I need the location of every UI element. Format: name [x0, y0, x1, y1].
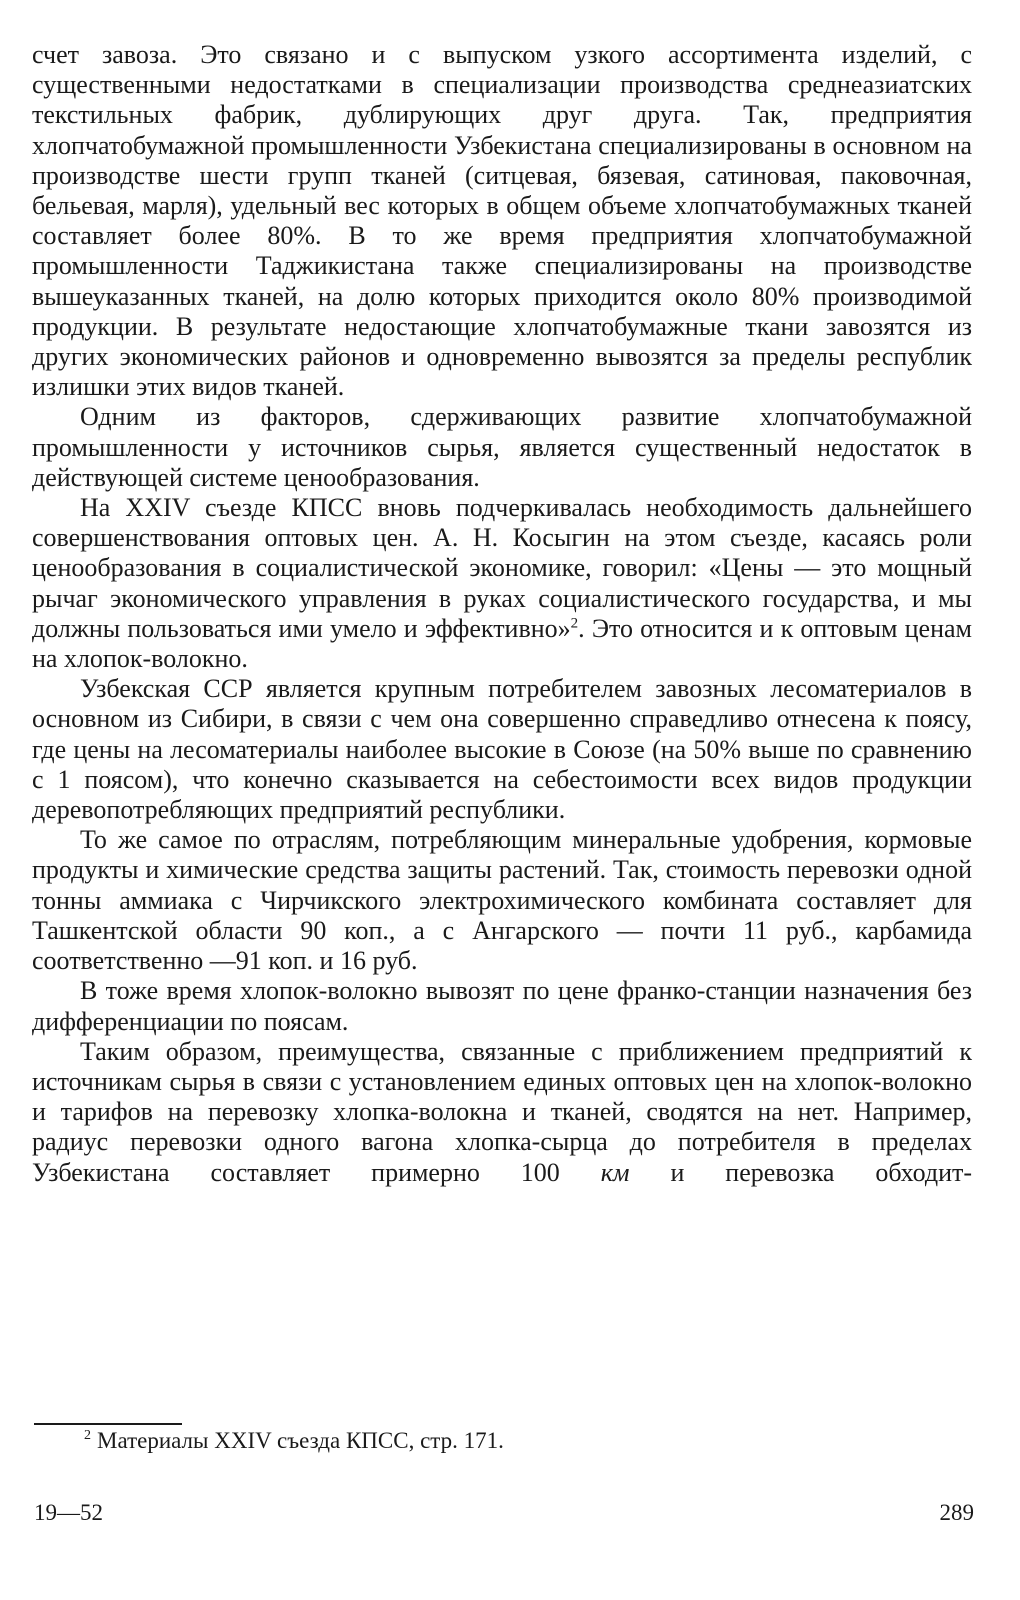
unit-km: км — [600, 1157, 630, 1187]
paragraph-1: счет завоза. Это связано и с выпуском узкого ассортимента изделий, с существенными недостатками в специализации производства среднеазиатских текстильных фабрик, дублирующих друг друга. Так, предприятия хлопчатобумажной промышленности Узбекистана специализированы в основном на производстве шести групп тканей (ситцевая, бязевая, сатиновая, паковочная, бельевая, марля), удельный вес которых в общем объеме хлопчатобумажных тканей составляет более 80%. В то же время предприятия хлопчатобумажной промышленности Таджикистана также специализированы на производстве вышеуказанных тканей, на долю которых приходится около 80% производимой продукции. В результате недостающие хлопчатобумажные ткани завозятся из других экономических районов и одновременно вывозятся за пределы республик излишки этих видов тканей. — [32, 40, 972, 402]
paragraph-4: Узбекская ССР является крупным потребителем завозных лесоматериалов в основном из Сибири, в связи с чем она совершенно справедливо отнесена к поясу, где цены на лесоматериалы наиболее высокие в Союзе (на 50% выше по сравнению с 1 поясом), что конечно сказывается на себестоимости всех видов продукции деревопотребляющих предприятий республики. — [32, 674, 972, 825]
body-text — [32, 40, 972, 1188]
paragraph-5: То же самое по отраслям, потребляющим минеральные удобрения, кормовые продукты и химические средства защиты растений. Так, стоимость перевозки одной тонны аммиака с Чирчикского электрохимического комбината составляет для Ташкентской области 90 коп., а с Ангарского — почти 11 руб., карбамида соответственно —91 коп. и 16 руб. — [32, 825, 972, 976]
page-number: 289 — [939, 1500, 974, 1525]
paragraph-7 — [32, 1037, 972, 1188]
paragraph-3-tail: . Это относится и к оптовым ценам на хлопок-волокно. — [32, 613, 973, 674]
footnote-divider — [34, 1423, 182, 1425]
footnote-mark: 2 — [84, 1428, 91, 1444]
paragraph-7-tail: и перевозка обходит- — [670, 1157, 973, 1187]
footnote-reference: 2 — [570, 615, 579, 632]
printer-signature: 19—52 — [34, 1500, 103, 1525]
footnote-text: Материалы XXIV съезда КПСС, стр. 171. — [97, 1428, 504, 1453]
paragraph-7-text: Таким образом, преимущества, связанные с приближением предприятий к источникам сырья в связи с установлением единых оптовых цен на хлопок-волокно и тарифов на перевозку хлопка-волокна и тканей, сводятся на нет. Например, радиус перевозки одного вагона хлопка-сырца до потребителя в пределах Узбекистана составляет примерно 100 — [32, 1036, 972, 1187]
paragraph-3-text: На XXIV съезде КПСС вновь подчеркивалась необходимость дальнейшего совершенствования оптовых цен. А. Н. Косыгин на этом съезде, касаясь роли ценообразования в социалистической экономике, говорил: «Цены — это мощный рычаг экономического управления в руках социалистического государства, и мы должны пользоваться ими умело и эффективно» — [32, 493, 972, 643]
paragraph-6: В тоже время хлопок-волокно вывозят по цене франко-станции назначения без дифференциации по поясам. — [32, 976, 972, 1036]
paragraph-2: Одним из факторов, сдерживающих развитие хлопчатобумажной промышленности у источников сырья, является существенный недостаток в действующей системе ценообразования. — [32, 402, 972, 492]
paragraph-3 — [32, 493, 972, 674]
footnote — [84, 1426, 884, 1456]
